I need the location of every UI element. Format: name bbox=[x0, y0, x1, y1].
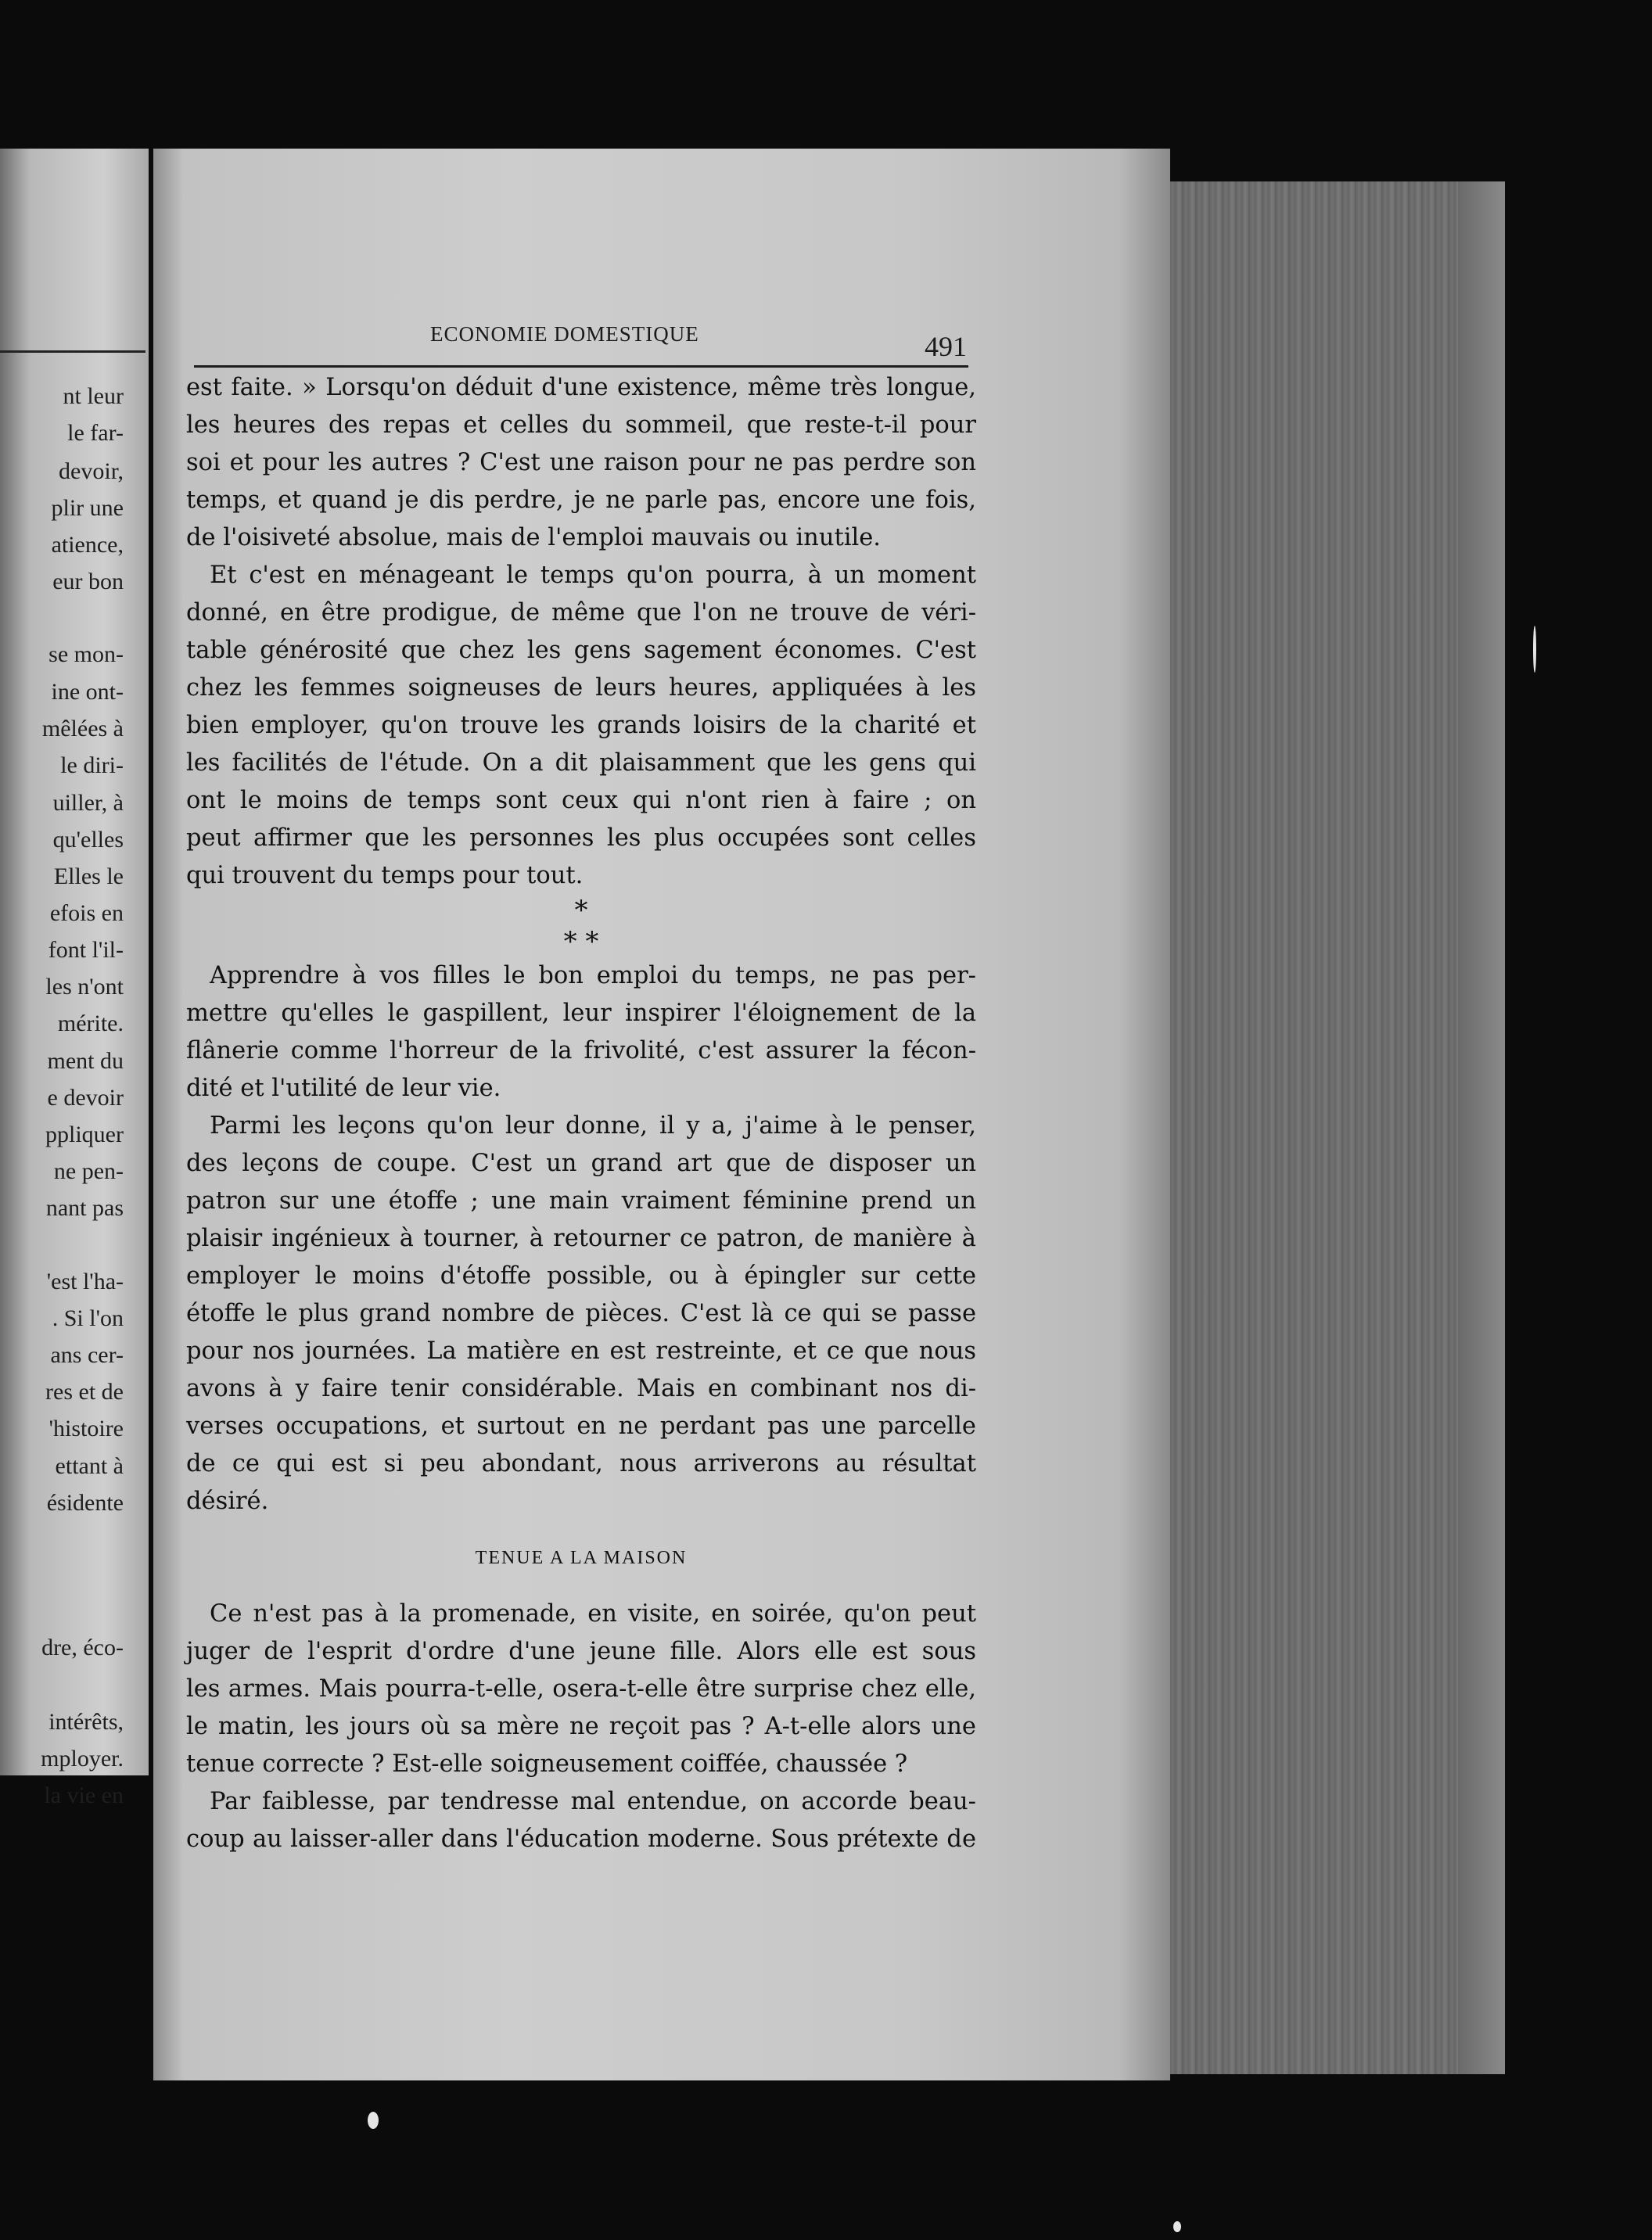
text-line: Par faiblesse, par tendresse mal entendue, on accorde beau- bbox=[210, 1788, 976, 1815]
text-line: les facilités de l'étude. On a dit plaisamment que les gens qui bbox=[186, 749, 976, 777]
text-line: tenue correcte ? Est-elle soigneusement coiffée, chaussée ? bbox=[186, 1750, 908, 1778]
section-heading: TENUE A LA MAISON bbox=[475, 1548, 688, 1568]
dust-speck bbox=[1173, 2221, 1181, 2232]
left-page-text-fragment: . Si l'on bbox=[52, 1305, 124, 1331]
left-page-text-fragment: se mon- bbox=[48, 641, 124, 667]
text-line: est faite. » Lorsqu'on déduit d'une existence, même très longue, bbox=[186, 374, 976, 401]
text-line: mettre qu'elles le gaspillent, leur inspirer l'éloignement de la bbox=[186, 1000, 976, 1027]
left-page-text-fragment: font l'il- bbox=[48, 937, 124, 963]
left-page-text-fragment: Elles le bbox=[53, 863, 124, 889]
left-page-text-fragment: le far- bbox=[67, 420, 124, 446]
left-page-text-fragment: la vie en bbox=[44, 1782, 124, 1808]
text-line: flânerie comme l'horreur de la frivolité, c'est assurer la fécon- bbox=[186, 1037, 976, 1064]
text-line: Apprendre à vos filles le bon emploi du temps, ne pas per- bbox=[210, 962, 976, 989]
paragraph-5 bbox=[186, 1596, 976, 1783]
text-line: juger de l'esprit d'ordre d'une jeune fille. Alors elle est sous bbox=[186, 1638, 976, 1665]
text-line: donné, en être prodigue, de même que l'on ne trouve de véri- bbox=[186, 599, 976, 626]
page-body bbox=[186, 369, 976, 1858]
text-line: soi et pour les autres ? C'est une raison pour ne pas perdre son bbox=[186, 449, 976, 476]
left-page-text-fragment: atience, bbox=[51, 532, 124, 558]
left-page-text-fragment: dre, éco- bbox=[41, 1635, 124, 1660]
left-page-text-fragment: eur bon bbox=[52, 569, 124, 594]
left-page-text-fragment: intérêts, bbox=[48, 1709, 124, 1735]
paragraph-6 bbox=[186, 1783, 976, 1858]
left-page-text-fragment: 'est l'ha- bbox=[46, 1269, 124, 1294]
left-page-text-fragment: mêlées à bbox=[41, 716, 124, 741]
left-page-text-fragment: e devoir bbox=[47, 1085, 124, 1111]
left-page-text-fragment: ans cer- bbox=[50, 1342, 124, 1368]
text-line: qui trouvent du temps pour tout. bbox=[186, 862, 584, 889]
running-head: ECONOMIE DOMESTIQUE bbox=[430, 322, 699, 346]
text-line: Ce n'est pas à la promenade, en visite, en soirée, qu'on peut bbox=[210, 1600, 976, 1628]
left-page-text-fragment: les n'ont bbox=[45, 974, 124, 1000]
text-line: de ce qui est si peu abondant, nous arriverons au résultat bbox=[186, 1450, 976, 1477]
left-page-text-fragment: ésidente bbox=[46, 1490, 124, 1516]
paragraph-4 bbox=[186, 1107, 976, 1520]
left-page-text-fragment: mérite. bbox=[57, 1011, 124, 1036]
left-page-text-fragment: ine ont- bbox=[51, 679, 124, 705]
left-page-text-fragment: uiller, à bbox=[52, 790, 124, 816]
text-line: étoffe le plus grand nombre de pièces. C'est là ce qui se passe bbox=[186, 1300, 976, 1327]
left-page-text-fragment: res et de bbox=[45, 1379, 124, 1405]
left-page-text-fragment: ppliquer bbox=[45, 1122, 124, 1147]
left-page-text-fragment: nt leur bbox=[63, 383, 124, 409]
paragraph-1 bbox=[186, 369, 976, 557]
left-page-text-fragment: 'histoire bbox=[48, 1416, 124, 1441]
text-line: des leçons de coupe. C'est un grand art que de disposer un bbox=[186, 1150, 976, 1177]
separator-stars-bottom: * * bbox=[563, 926, 599, 957]
left-page-text-fragment: nant pas bbox=[45, 1195, 124, 1221]
text-line: Parmi les leçons qu'on leur donne, il y a, j'aime à le penser, bbox=[210, 1112, 976, 1140]
separator-star-top: * bbox=[574, 895, 588, 926]
left-page-text-fragment: le diri- bbox=[60, 752, 124, 778]
left-facing-page bbox=[0, 149, 149, 1808]
left-page-text-fragment: plir une bbox=[51, 495, 124, 521]
text-line: table générosité que chez les gens sagement économes. C'est bbox=[186, 637, 976, 664]
text-line: désiré. bbox=[186, 1488, 269, 1515]
text-line: de l'oisiveté absolue, mais de l'emploi mauvais ou inutile. bbox=[186, 524, 881, 551]
section-separator bbox=[186, 895, 976, 957]
text-line: coup au laisser-aller dans l'éducation moderne. Sous prétexte de bbox=[186, 1825, 976, 1853]
text-line: employer le moins d'étoffe possible, ou à épingler sur cette bbox=[186, 1262, 976, 1290]
text-line: Et c'est en ménageant le temps qu'on pourra, à un moment bbox=[210, 562, 976, 589]
text-line: peut affirmer que les personnes les plus occupées sont celles bbox=[186, 824, 976, 852]
book-page-edges bbox=[1162, 181, 1505, 2074]
text-line: avons à y faire tenir considérable. Mais en combinant nos di- bbox=[186, 1375, 976, 1402]
text-line: les armes. Mais pourra-t-elle, osera-t-elle être surprise chez elle, bbox=[186, 1675, 976, 1703]
left-page-text-fragment: devoir, bbox=[59, 458, 124, 484]
dust-speck bbox=[1533, 626, 1536, 673]
page-number: 491 bbox=[925, 331, 967, 362]
text-line: verses occupations, et surtout en ne perdant pas une parcelle bbox=[186, 1413, 976, 1440]
text-line: dité et l'utilité de leur vie. bbox=[186, 1075, 501, 1102]
text-line: bien employer, qu'on trouve les grands loisirs de la charité et bbox=[186, 712, 976, 739]
dust-speck bbox=[368, 2112, 379, 2129]
left-page-text-fragment: mployer. bbox=[41, 1746, 124, 1772]
header-rule bbox=[194, 365, 968, 368]
text-line: pour nos journées. La matière en est restreinte, et ce que nous bbox=[186, 1337, 976, 1365]
left-page-text-fragment: ettant à bbox=[55, 1453, 124, 1479]
text-line: patron sur une étoffe ; une main vraiment féminine prend un bbox=[186, 1187, 976, 1215]
text-line: le matin, les jours où sa mère ne reçoit pas ? A-t-elle alors une bbox=[186, 1713, 976, 1740]
left-page-text-fragment: efois en bbox=[49, 900, 124, 926]
text-line: ont le moins de temps sont ceux qui n'ont rien à faire ; on bbox=[186, 787, 976, 814]
text-line: les heures des repas et celles du sommeil, que reste-t-il pour bbox=[186, 411, 976, 439]
text-line: temps, et quand je dis perdre, je ne parle pas, encore une fois, bbox=[186, 486, 976, 514]
text-line: chez les femmes soigneuses de leurs heures, appliquées à les bbox=[186, 674, 976, 702]
left-page-rule bbox=[0, 350, 145, 353]
text-line: plaisir ingénieux à tourner, à retourner ce patron, de manière à bbox=[186, 1225, 976, 1252]
left-page-text-fragment: qu'elles bbox=[52, 827, 124, 853]
paragraph-2 bbox=[186, 557, 976, 895]
left-page-text-fragment: ne pen- bbox=[53, 1158, 124, 1184]
paragraph-3 bbox=[186, 957, 976, 1107]
left-page-text-fragment: ment du bbox=[47, 1048, 124, 1074]
